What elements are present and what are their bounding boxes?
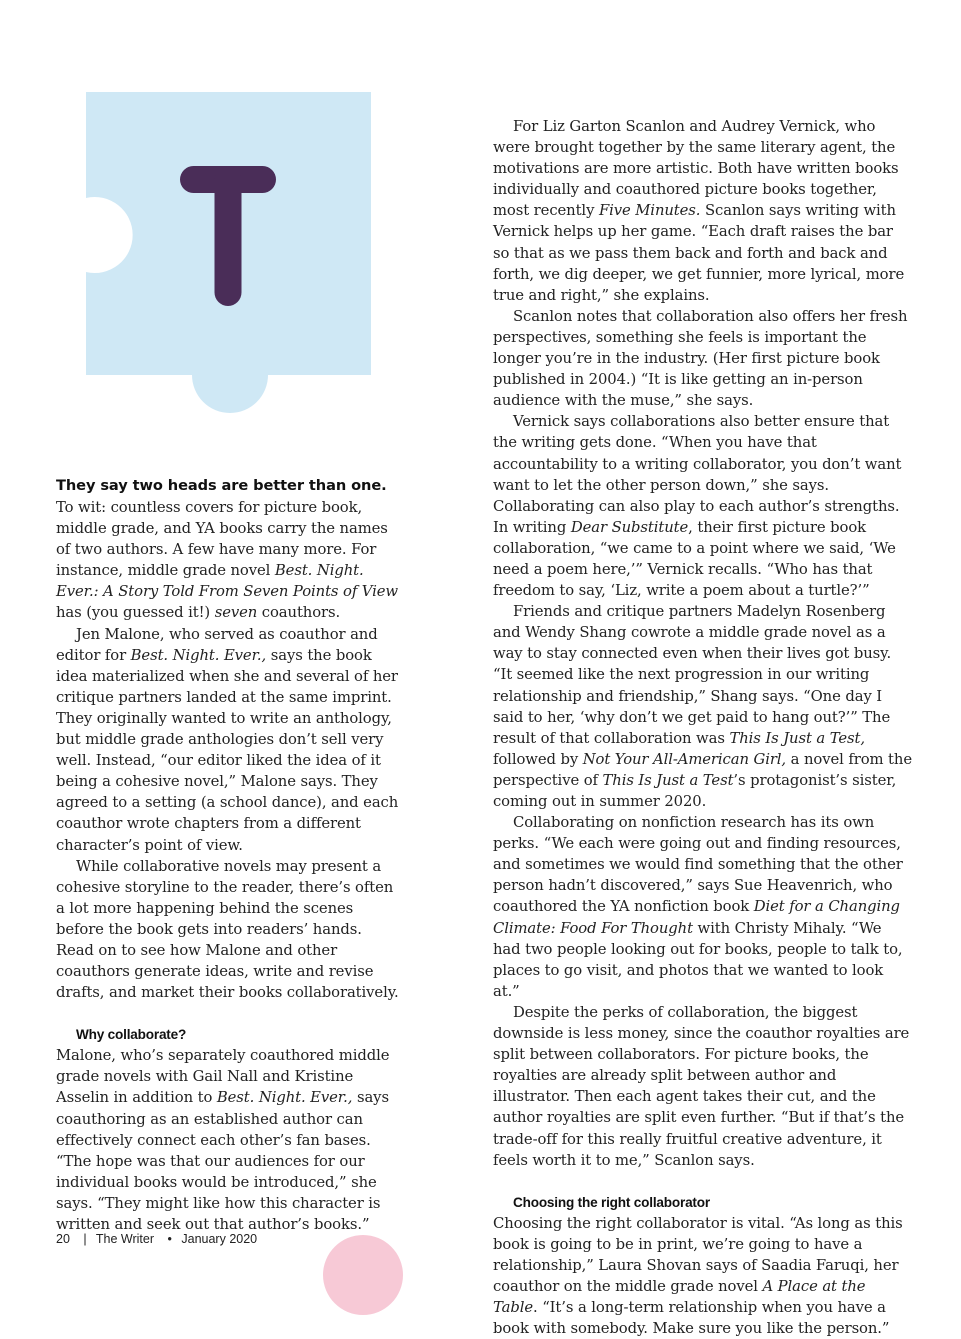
text-run: , their first picture book collaboration, “we came to a point where we said, ‘We need a poem here,’” Vernick recalls. “Who has that freedom to say, ‘Liz, write a poem about a turtle?’” — [493, 518, 896, 600]
footer-divider: | — [83, 1232, 87, 1246]
paragraph — [56, 624, 404, 856]
page-number: 20 — [56, 1232, 70, 1246]
paragraph — [493, 411, 913, 601]
subhead-choosing-collaborator: Choosing the right collaborator — [513, 1194, 710, 1210]
text-run: Vernick says collaborations also better ensure that the writing gets done. “When you have that accountability to a writing collaborator, you don’t want want to let the other person down,” she says. Collaborating can also play to each author’s strengths. In writing — [493, 413, 902, 536]
magazine-name: The Writer — [95, 1232, 155, 1246]
left-column — [56, 475, 404, 1235]
text-run: For Liz Garton Scanlon and Audrey Vernick, who were brought together by the same literary agent, the motivations are more artistic. Both have written books individually and coauthored picture books together, most recently — [493, 118, 899, 220]
italic-title: Diet for a Changing Climate: Food For Thought — [493, 898, 900, 937]
text-run: While collaborative novels may present a cohesive storyline to the reader, there’s often a lot more happening behind the scenes before the book gets into readers’ hands. Read on to see how Malone and other coauthors generate ideas, write and revise drafts, and market their books collaboratively. — [56, 857, 399, 1002]
right-column — [493, 116, 913, 1339]
italic-title: Best. Night. Ever., — [216, 1089, 353, 1107]
text-run: says the book idea materialized when she and several of her critique partners landed at the same imprint. They originally wanted to write an anthology, but middle grade anthologies don’t sell very well. Instead, “our editor liked the idea of it being a cohesive novel,” Malone says. They agreed to a setting (a school dance), and each coauthor wrote chapters from a different character’s point of view. — [56, 646, 399, 854]
page-footer — [56, 1232, 261, 1246]
text-run: coauthors. — [257, 604, 341, 622]
text-run: Malone, who’s separately coauthored middle grade novels with Gail Nall and Kristine Asselin in addition to — [56, 1047, 390, 1107]
text-run: Scanlon notes that collaboration also offers her fresh perspectives, something she feels is important the longer you’re in the industry. (Her first picture book published in 2004.) “It is like getting an in-person audience with the muse,” she says. — [493, 307, 908, 410]
issue-date: January 2020 — [181, 1232, 258, 1246]
italic-title: Not Your All-American Girl, — [582, 750, 787, 768]
paragraph — [493, 812, 913, 1002]
italic-title: This Is Just a Test — [602, 771, 734, 789]
text-run: with Christy Mihaly. “We had two people looking out for books, people to talk to, places to go visit, and photos that we wanted to look at.” — [493, 919, 903, 1000]
text-run: Scanlon says writing with Vernick helps up her game. “Each draft raises the bar so that as we pass them back and forth and back and forth, we dig deeper, we get funnier, more lyrical, more true and right,” she explains. — [493, 202, 905, 304]
text-run: . “It’s a long-term relationship when you have a book with somebody. Make sure you like the person.” — [493, 1299, 890, 1338]
italic-title: seven — [214, 604, 258, 622]
italic-title: Dear Substitute — [570, 518, 689, 536]
text-run: To wit: countless covers for picture book, middle grade, and YA books carry the names of two authors. A few have many more. For instance, middle grade novel — [56, 499, 388, 580]
text-run: followed by — [493, 750, 583, 768]
text-run: says coauthoring as an established author can effectively connect each other’s fan bases. “The hope was that our audiences for our individual books would be introduced,” she says. “They might like how this character is written and seek out that author’s books.” — [56, 1089, 389, 1233]
text-run: Choosing the right collaborator is vital. “As long as this book is going to be in print, we’re going to have a relationship,” Laura Shovan says of Saadia Faruqi, her coauthor on the middle grade novel — [493, 1214, 903, 1295]
paragraph — [56, 856, 404, 1004]
paragraph — [493, 601, 913, 812]
text-run: Jen Malone, who served as coauthor and editor for — [56, 625, 378, 664]
text-run: has (you guessed it!) — [56, 604, 215, 622]
italic-title: Best. Night. Ever.: A Story Told From Seven Points of View — [56, 562, 398, 601]
subhead-why-collaborate: Why collaborate? — [76, 1027, 187, 1043]
dropcap-letter — [180, 166, 276, 306]
paragraph — [493, 1002, 913, 1171]
italic-title: A Place at the Table — [493, 1277, 866, 1317]
pink-circle-shape — [323, 1235, 403, 1315]
dropcap-text: T — [228, 256, 229, 257]
paragraph — [493, 1213, 913, 1339]
text-run: Friends and critique partners Madelyn Rosenberg and Wendy Shang cowrote a middle grade novel as a way to stay connected even when their lives got busy. “It seemed like the next progression in our writing relationship and friendship,” Shang says. “One day I said to her, ‘why don’t we get paid to hang out?’” The result of that collaboration was — [493, 603, 892, 747]
text-run: a novel from the perspective of — [493, 750, 912, 789]
paragraph — [56, 1045, 404, 1235]
lead-sentence: They say two heads are better than one. — [56, 477, 387, 494]
intro-paragraph — [56, 475, 404, 624]
paragraph — [493, 116, 913, 306]
italic-title: Five Minutes. — [598, 202, 701, 220]
footer-bullet: • — [167, 1232, 172, 1246]
text-run: Despite the perks of collaboration, the biggest downside is less money, since the coauthor royalties are split between collaborators. For picture books, the royalties are already split between author and illustrator. Then each agent takes their cut, and the author royalties are split even further. “But if that’s the trade-off for this really fruitful creative adventure, it feels worth it to me,” Scanlon says. — [493, 1003, 910, 1169]
paragraph — [493, 306, 913, 411]
italic-title: Best. Night. Ever., — [130, 646, 267, 664]
text-run: Collaborating on nonfiction research has its own perks. “We each were going out and finding resources, and sometimes we would find something that the other person hadn’t discovered,” says Sue Heavenrich, who coauthored the YA nonfiction book — [493, 814, 903, 916]
text-run: ’s protagonist’s sister, coming out in summer 2020. — [493, 771, 897, 810]
italic-title: This Is Just a Test, — [729, 729, 865, 747]
